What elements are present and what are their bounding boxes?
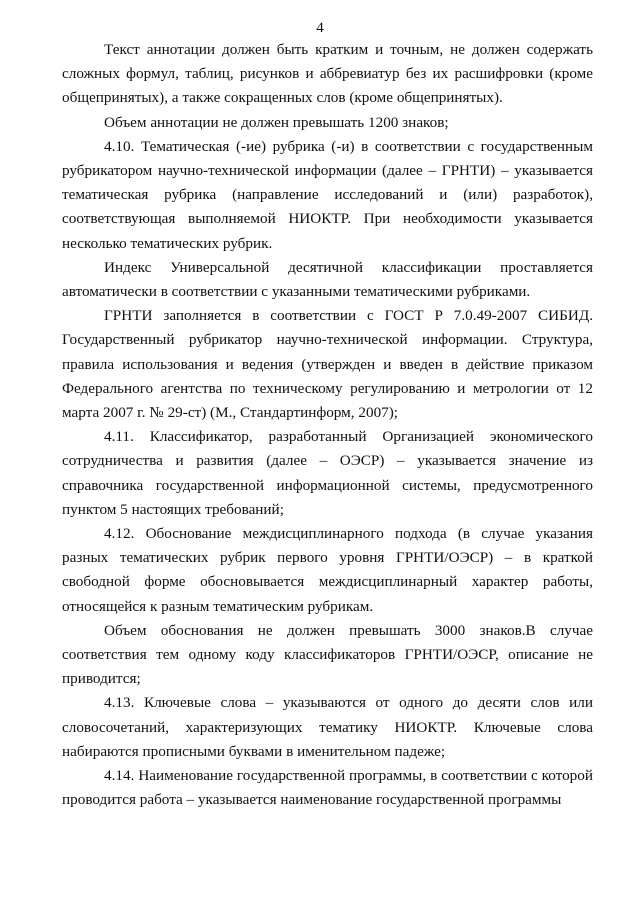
paragraph-annotation-text: Текст аннотации должен быть кратким и точным, не должен содержать сложных формул, таблиц, рисунков и аббревиатур без их расшифровки (кроме общепринятых), а также сокращенных слов (кроме общепринятых).: [62, 41, 593, 107]
paragraph-grnti-gost: ГРНТИ заполняется в соответствии с ГОСТ Р 7.0.49-2007 СИБИД. Государственный рубрикатор научно-технической информации. Структура, правила использования и ведения (утвержден и введен в действие приказом Федерального агентства по техническому регулированию и метрологии от 12 марта 2007 г. № 29-ст) (М., Стандартинформ, 2007);: [62, 307, 593, 422]
paragraph-udc-index: Индекс Универсальной десятичной классификации проставляется автоматически в соответствии с указанными тематическими рубриками.: [62, 258, 593, 301]
paragraph-justification-volume: Объем обоснования не должен превышать 3000 знаков.В случае соответствия тем одному коду классификаторов ГРНТИ/ОЭСР, описание не приводится;: [62, 621, 593, 688]
paragraph-4-12: 4.12. Обоснование междисциплинарного подхода (в случае указания разных тематических рубрик первого уровня ГРНТИ/ОЭСР) – в краткой свободной форме обосновывается междисциплинарный характер работы, относящейся к разным тематическим рубрикам.: [62, 525, 593, 615]
page-number: 4: [316, 20, 324, 36]
paragraph-4-10: 4.10. Тематическая (-ие) рубрика (-и) в соответствии с государственным рубрикатором научно-технической информации (далее – ГРНТИ) – указывается тематическая рубрика (направление исследований и (или) разработок), соответствующая выполняемой НИОКТР. При необходимости указывается несколько тематических рубрик.: [62, 137, 593, 252]
paragraph-annotation-volume: Объем аннотации не должен превышать 1200 знаков;: [104, 113, 449, 131]
paragraph-4-14: 4.14. Наименование государственной программы, в соответствии с которой проводится работа – указывается наименование государственной программы: [62, 767, 593, 809]
paragraph-4-11: 4.11. Классификатор, разработанный Организацией экономического сотрудничества и развития (далее – ОЭСР) – указывается значение из справочника государственной информационной системы, предусмотренного пунктом 5 настоящих требований;: [62, 428, 593, 518]
paragraph-4-13: 4.13. Ключевые слова – указываются от одного до десяти слов или словосочетаний, характеризующих тематику НИОКТР. Ключевые слова набираются прописными буквами в именительном падеже;: [62, 694, 593, 760]
document-body: [62, 38, 593, 813]
